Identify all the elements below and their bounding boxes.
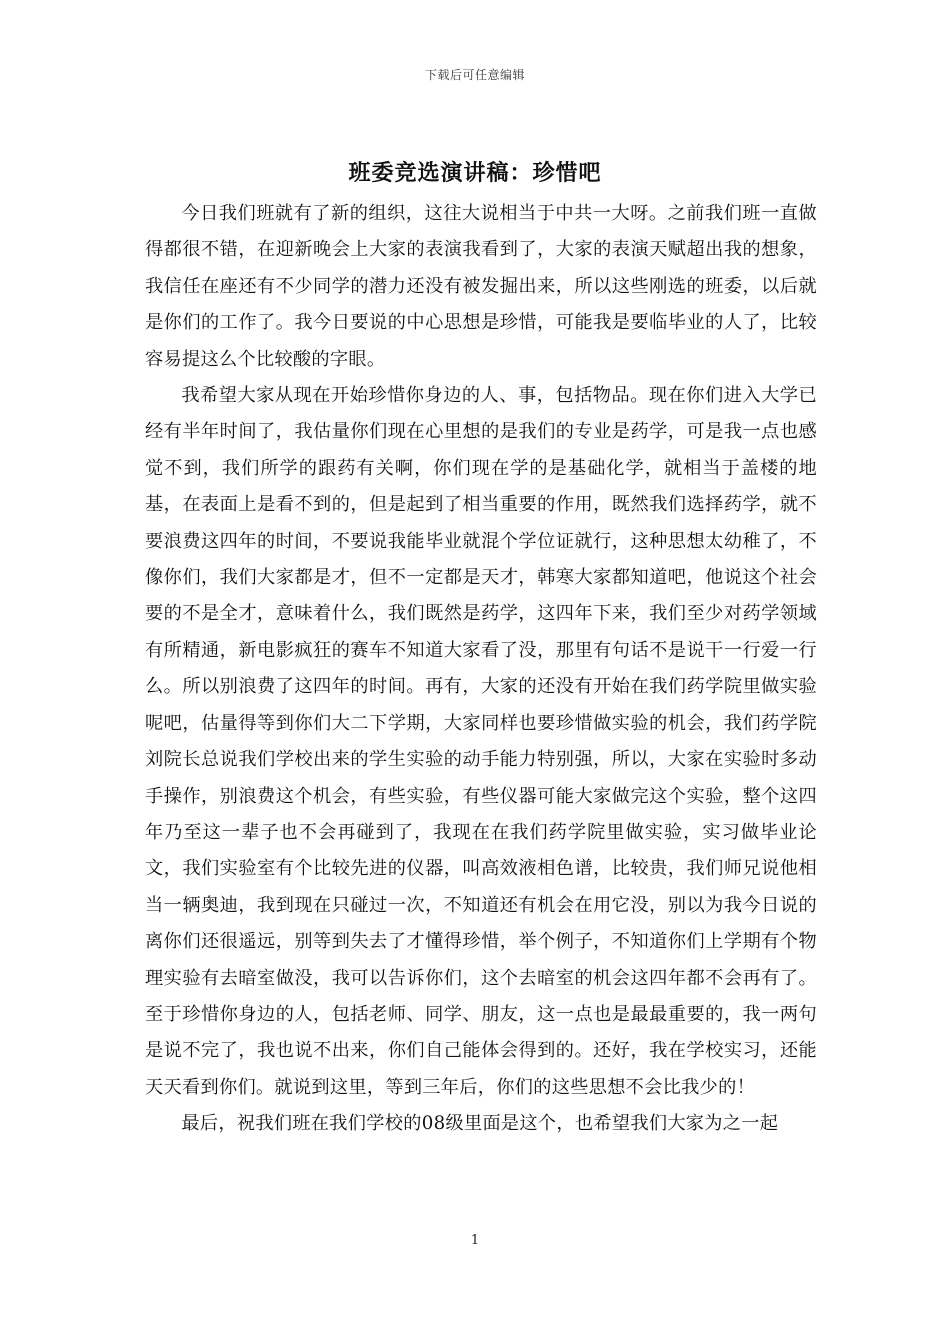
page-number: 1 (470, 1233, 480, 1248)
header-note: 下载后可任意编辑 (424, 68, 525, 82)
paragraph: 我希望大家从现在开始珍惜你身边的人、事，包括物品。现在你们进入大学已经有半年时间了，我估量你们现在心里想的是我们的专业是药学，可是我一点也感觉不到，我们所学的跟药有关啊，你们现在学的是基础化学，就相当于盖楼的地基，在表面上是看不到的，但是起到了相当重要的作用，既然我们选择药学，就不要浪费这四年的时间，不要说我能毕业就混个学位证就行，这种思想太幼稚了，不像你们，我们大家都是才，但不一定都是天才，韩寒大家都知道吧，他说这个社会要的不是全才，意味着什么，我们既然是药学，这四年下来，我们至少对药学领域有所精通，新电影疯狂的赛车不知道大家看了没，那里有句话不是说干一行爱一行么。所以别浪费了这四年的时间。再有，大家的还没有开始在我们药学院里做实验呢吧，估量得等到你们大二下学期，大家同样也要珍惜做实验的机会，我们药学院刘院长总说我们学校出来的学生实验的动手能力特别强，所以，大家在实验时多动手操作，别浪费这个机会，有些实验，有些仪器可能大家做完这个实验，整个这四年乃至这一辈子也不会再碰到了，我现在在我们药学院里做实验，实习做毕业论文，我们实验室有个比较先进的仪器，叫高效液相色谱，比较贵，我们师兄说他相当一辆奥迪，我到现在只碰过一次，不知道还有机会在用它没，别以为我今日说的离你们还很遥远，别等到失去了才懂得珍惜，举个例子，不知道你们上学期有个物理实验有去暗室做没，我可以告诉你们，这个去暗室的机会这四年都不会再有了。至于珍惜你身边的人，包括老师、同学、朋友，这一点也是最最重要的，我一两句是说不完了，我也说不出来，你们自己能体会得到的。还好，我在学校实习，还能天天看到你们。就说到这里，等到三年后，你们的这些思想不会比我少的！ (145, 385, 817, 1098)
paragraph: 最后，祝我们班在我们学校的08级里面是这个，也希望我们大家为之一起 (181, 1113, 779, 1135)
document-body (145, 196, 817, 1143)
paragraph: 今日我们班就有了新的组织，这往大说相当于中共一大呀。之前我们班一直做得都很不错，在迎新晚会上大家的表演我看到了，大家的表演天赋超出我的想象，我信任在座还有不少同学的潜力还没有被发掘出来，所以这些刚选的班委，以后就是你们的工作了。我今日要说的中心思想是珍惜，可能我是要临毕业的人了，比较容易提这么个比较酸的字眼。 (145, 203, 817, 370)
document-title: 班委竞选演讲稿：珍惜吧 (348, 160, 602, 186)
